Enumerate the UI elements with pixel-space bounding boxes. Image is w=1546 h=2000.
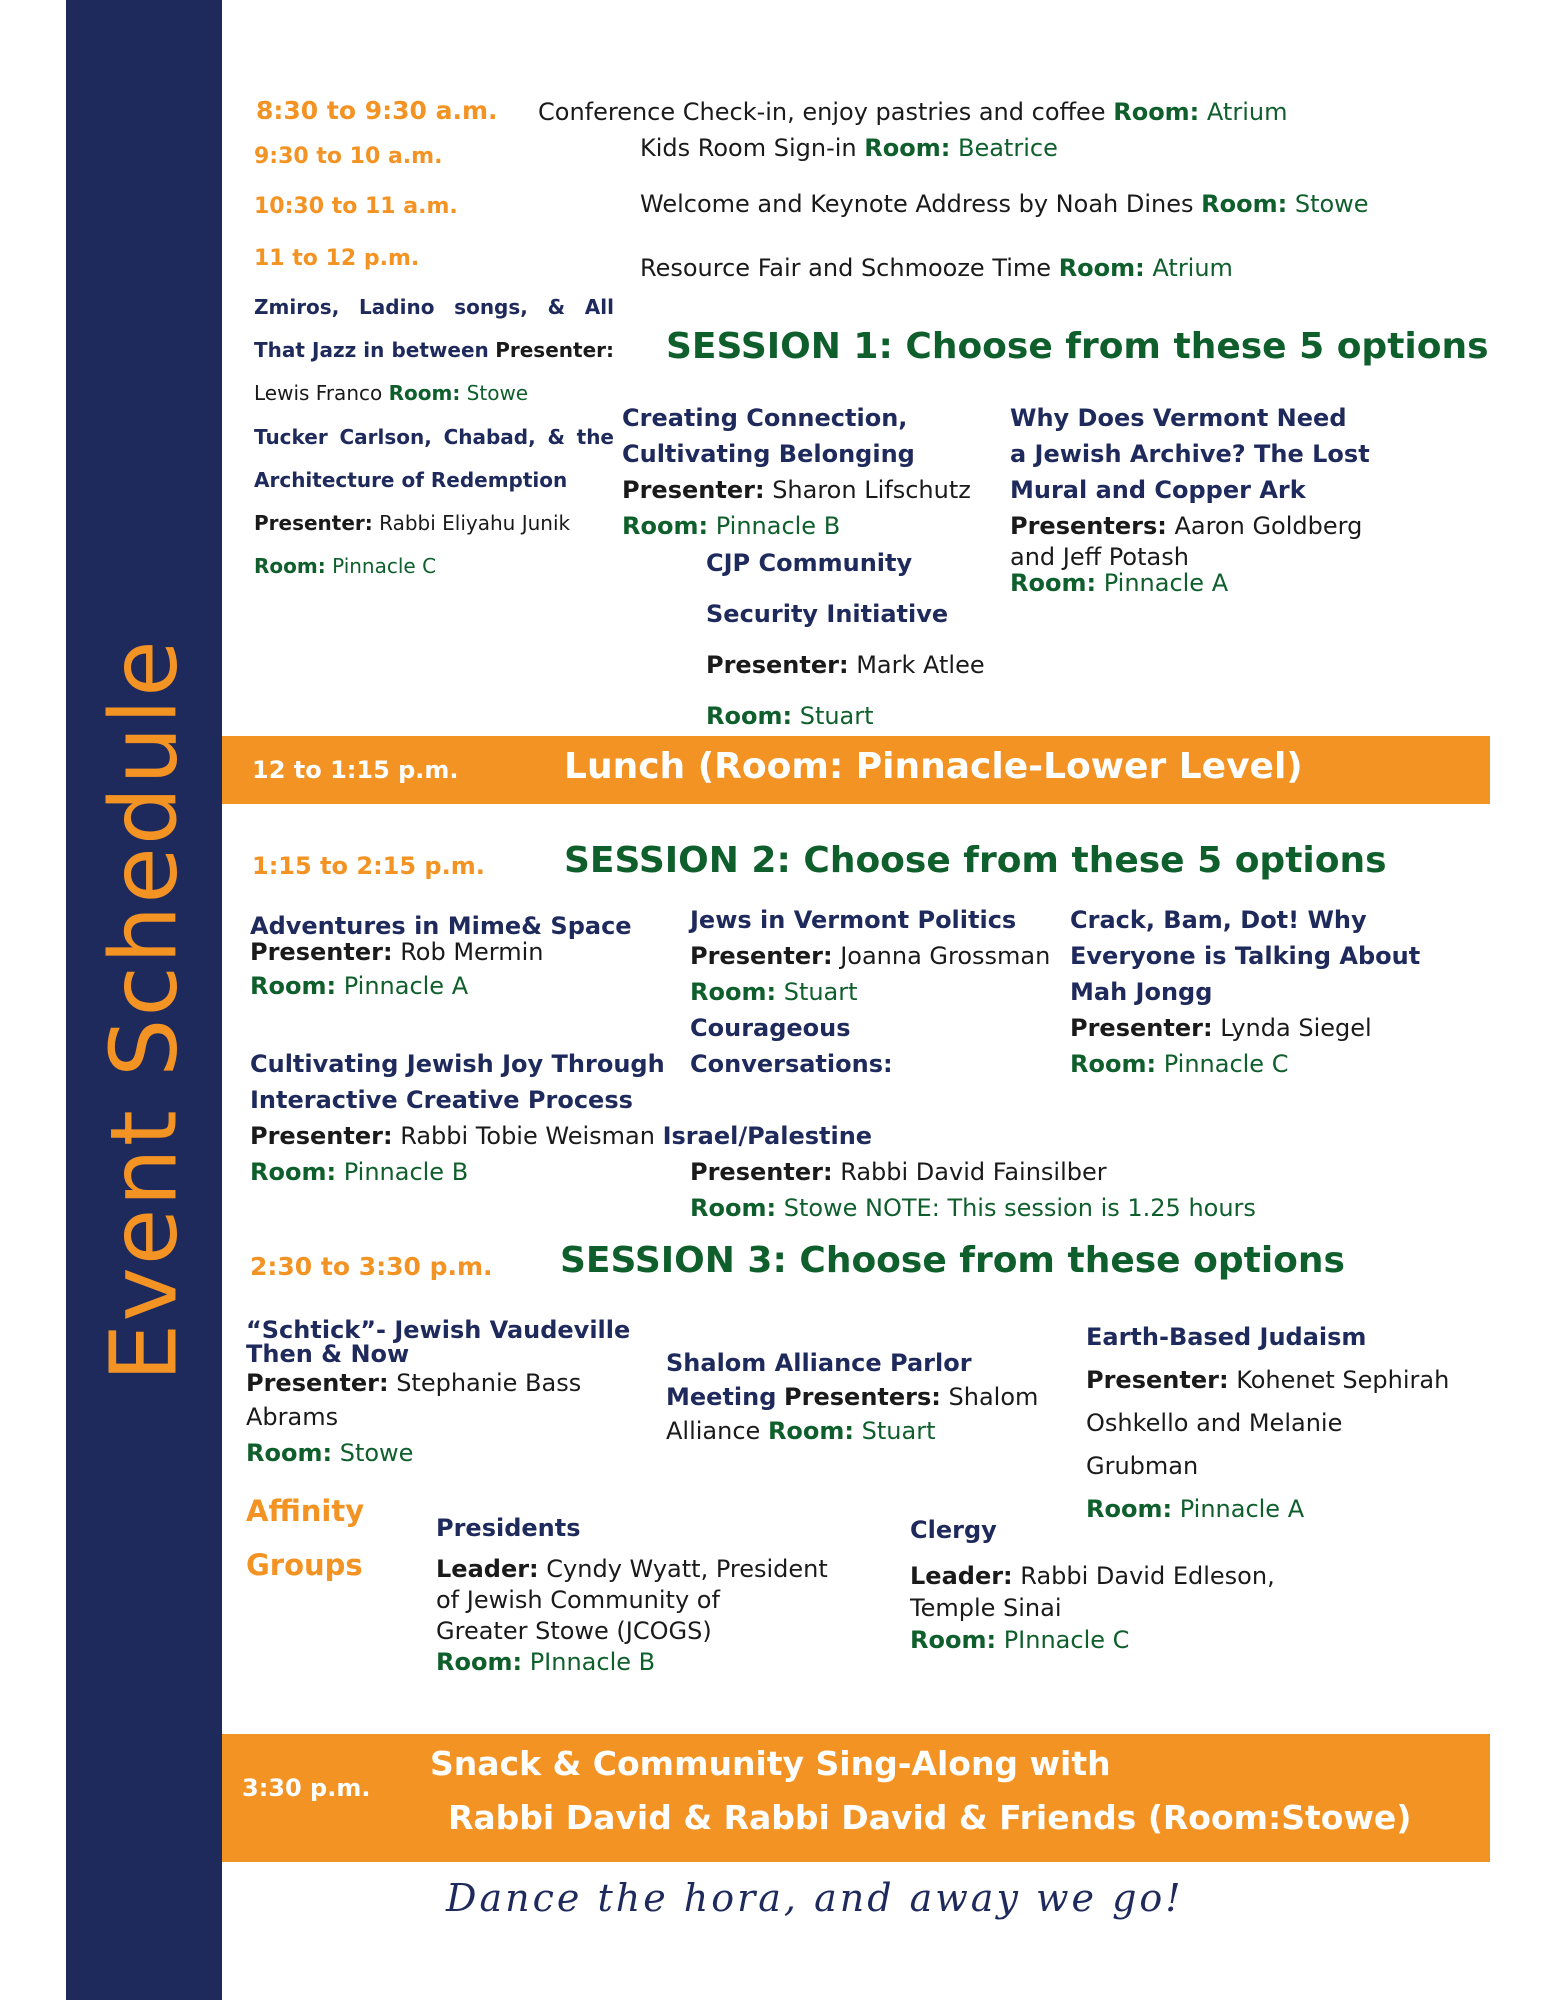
shalom-title-2: Meeting <box>666 1383 777 1411</box>
mahjongg-title-1: Crack, Bam, Dot! Why <box>1070 906 1367 934</box>
archive-title-3: Mural and Copper Ark <box>1010 476 1306 504</box>
cjp-title-1: CJP Community <box>706 549 913 577</box>
schtick-room: Stowe <box>339 1439 414 1467</box>
session2-heading: SESSION 2: Choose from these 5 options <box>564 840 1387 881</box>
archive-presenters-2: and Jeff Potash <box>1010 543 1189 571</box>
affinity-label <box>246 1484 364 1592</box>
room-label: Room: <box>767 1417 855 1445</box>
shalom-room: Stuart <box>861 1417 936 1445</box>
clergy-room: PInnacle C <box>1003 1626 1130 1654</box>
lunch-time: 12 to 1:15 p.m. <box>252 756 459 784</box>
earth-title: Earth-Based Judaism <box>1086 1323 1367 1351</box>
presenter-label: Presenter: <box>690 1158 833 1186</box>
presenter-label: Presenter: <box>246 1369 389 1397</box>
earth-block <box>1086 1316 1449 1531</box>
fair-time: 11 to 12 p.m. <box>254 246 420 271</box>
room-label: Room: <box>250 1158 337 1186</box>
checkin-room: Atrium <box>1206 98 1288 126</box>
room-label: Room: <box>1113 98 1200 126</box>
tucker-presenter: Rabbi Eliyahu Junik <box>379 511 571 535</box>
joy-room: Pinnacle B <box>343 1158 469 1186</box>
presidents-room: PInnacle B <box>529 1648 656 1676</box>
room-label: Room: <box>690 1194 777 1222</box>
earth-presenter-3: Grubman <box>1086 1452 1199 1480</box>
session3-heading: SESSION 3: Choose from these options <box>560 1240 1345 1281</box>
room-label: Room: <box>250 972 337 1000</box>
tucker-title: Tucker Carlson, Chabad, & the Architecture of Redemption <box>254 425 614 492</box>
shalom-title-1: Shalom Alliance Parlor <box>666 1349 972 1377</box>
kids-time: 9:30 to 10 a.m. <box>254 144 443 169</box>
presidents-leader-1: Cyndy Wyatt, President <box>546 1555 828 1583</box>
politics-room: Stuart <box>783 978 858 1006</box>
mime-block <box>250 912 632 1008</box>
session3-time: 2:30 to 3:30 p.m. <box>250 1252 493 1281</box>
checkin-text: Conference Check-in, enjoy pastries and coffee <box>538 98 1106 126</box>
lunch-text: Lunch (Room: Pinnacle-Lower Level) <box>564 746 1303 787</box>
presenters-label: Presenters: <box>1010 512 1167 540</box>
presenters-label: Presenters: <box>784 1383 941 1411</box>
snack-band <box>222 1734 1490 1862</box>
tucker-room: Pinnacle C <box>332 554 437 578</box>
presenter-label: Presenter: <box>495 338 614 362</box>
mahjongg-block <box>1070 902 1420 1082</box>
room-label: Room: <box>388 381 461 405</box>
room-label: Room: <box>690 978 777 1006</box>
schtick-block <box>246 1316 630 1474</box>
clergy-block <box>910 1512 1275 1656</box>
presenter-label: Presenter: <box>1070 1014 1213 1042</box>
zmiros-room: Stowe <box>466 381 529 405</box>
zmiros-title: Zmiros, Ladino songs, & All That Jazz in between <box>254 295 614 362</box>
kids-line <box>640 134 1058 162</box>
tagline: Dance the hora, and away we go! <box>446 1876 1184 1920</box>
presenter-label: Presenter: <box>622 476 765 504</box>
room-label: Room: <box>1070 1050 1157 1078</box>
snack-line-2: Rabbi David & Rabbi David & Friends (Room:Stowe) <box>448 1798 1412 1837</box>
fair-room: Atrium <box>1152 254 1233 282</box>
earth-presenter-2: Oshkello and Melanie <box>1086 1409 1343 1437</box>
mahjongg-title-2: Everyone is Talking About <box>1070 942 1421 970</box>
archive-title-2: a Jewish Archive? The Lost <box>1010 440 1370 468</box>
sidebar-title: Event Schedule <box>90 638 198 1382</box>
leader-label: Leader: <box>436 1555 539 1583</box>
joy-title-1: Cultivating Jewish Joy Through <box>250 1050 665 1078</box>
presenter-label: Presenter: <box>690 942 833 970</box>
presidents-leader-3: Greater Stowe (JCOGS) <box>436 1617 712 1645</box>
cjp-presenter: Mark Atlee <box>856 651 985 679</box>
joy-presenter: Rabbi Tobie Weisman <box>400 1122 655 1150</box>
archive-block <box>1010 400 1370 596</box>
welcome-room: Stowe <box>1294 190 1369 218</box>
clergy-title: Clergy <box>910 1516 997 1544</box>
room-label: Room: <box>436 1648 523 1676</box>
connection-title-1: Creating Connection, <box>622 404 908 432</box>
session1-heading: SESSION 1: Choose from these 5 options <box>666 326 1489 367</box>
schtick-title-1: “Schtick”- Jewish Vaudeville <box>246 1316 631 1344</box>
mahjongg-room: Pinnacle C <box>1163 1050 1289 1078</box>
schtick-presenter-1: Stephanie Bass <box>396 1369 582 1397</box>
courageous-title-1: Courageous <box>690 1014 851 1042</box>
mime-title: Adventures in Mime& Space <box>250 912 632 940</box>
fair-line <box>640 254 1233 282</box>
courageous-room: Stowe NOTE: This session is 1.25 hours <box>783 1194 1256 1222</box>
mime-room: Pinnacle A <box>343 972 469 1000</box>
politics-block <box>690 902 1050 1082</box>
cjp-block <box>706 538 985 742</box>
presenter-label: Presenter: <box>250 1122 393 1150</box>
affinity-label-1: Affinity <box>246 1494 365 1528</box>
presidents-block <box>436 1510 828 1678</box>
room-label: Room: <box>1010 569 1097 597</box>
mime-presenter: Rob Mermin <box>400 938 544 966</box>
shalom-presenters-2: Alliance <box>666 1417 761 1445</box>
connection-title-2: Cultivating Belonging <box>622 440 915 468</box>
checkin-line <box>538 98 1287 126</box>
politics-presenter: Joanna Grossman <box>840 942 1051 970</box>
connection-room: Pinnacle B <box>715 512 841 540</box>
welcome-line <box>640 190 1369 218</box>
room-label: Room: <box>1086 1495 1173 1523</box>
welcome-text: Welcome and Keynote Address by Noah Dines <box>640 190 1194 218</box>
tucker-block <box>254 416 614 588</box>
shalom-presenters-1: Shalom <box>948 1383 1039 1411</box>
kids-text: Kids Room Sign-in <box>640 134 857 162</box>
politics-title: Jews in Vermont Politics <box>690 906 1017 934</box>
room-label: Room: <box>706 702 793 730</box>
fair-text: Resource Fair and Schmooze Time <box>640 254 1052 282</box>
room-label: Room: <box>1058 254 1145 282</box>
courageous-presenter: Rabbi David Fainsilber <box>840 1158 1107 1186</box>
connection-block <box>622 400 971 544</box>
zmiros-block <box>254 286 614 415</box>
sidebar-title-wrap <box>66 0 222 2000</box>
earth-presenter-1: Kohenet Sephirah <box>1236 1366 1450 1394</box>
kids-room: Beatrice <box>957 134 1058 162</box>
courageous-block <box>690 1154 1256 1226</box>
room-label: Room: <box>864 134 951 162</box>
snack-time: 3:30 p.m. <box>242 1774 371 1802</box>
mahjongg-title-3: Mah Jongg <box>1070 978 1213 1006</box>
connection-presenter: Sharon Lifschutz <box>772 476 971 504</box>
clergy-leader-2: Temple Sinai <box>910 1594 1062 1622</box>
lunch-band <box>222 736 1490 804</box>
room-label: Room: <box>622 512 709 540</box>
archive-title-1: Why Does Vermont Need <box>1010 404 1347 432</box>
shalom-block <box>666 1346 1038 1448</box>
presenter-label: Presenter: <box>1086 1366 1229 1394</box>
presenter-label: Presenter: <box>706 651 849 679</box>
courageous-title-2: Conversations: <box>690 1050 893 1078</box>
leader-label: Leader: <box>910 1562 1013 1590</box>
session2-time: 1:15 to 2:15 p.m. <box>252 852 485 880</box>
room-label: Room: <box>910 1626 997 1654</box>
schtick-presenter-2: Abrams <box>246 1403 339 1431</box>
courageous-title-3: Israel/Palestine <box>662 1122 873 1150</box>
checkin-time: 8:30 to 9:30 a.m. <box>256 96 498 125</box>
presidents-title: Presidents <box>436 1514 581 1542</box>
joy-title-2: Interactive Creative Process <box>250 1086 633 1114</box>
clergy-leader-1: Rabbi David Edleson, <box>1020 1562 1275 1590</box>
cjp-room: Stuart <box>799 702 874 730</box>
cjp-title-2: Security Initiative <box>706 600 949 628</box>
room-label: Room: <box>1201 190 1288 218</box>
zmiros-presenter: Lewis Franco <box>254 381 383 405</box>
affinity-label-2: Groups <box>246 1548 363 1582</box>
snack-line-1: Snack & Community Sing-Along with <box>430 1744 1111 1783</box>
mahjongg-presenter: Lynda Siegel <box>1220 1014 1372 1042</box>
archive-presenters-1: Aaron Goldberg <box>1174 512 1363 540</box>
room-label: Room: <box>254 554 326 578</box>
schtick-title-2: Then & Now <box>246 1340 410 1368</box>
room-label: Room: <box>246 1439 333 1467</box>
presenter-label: Presenter: <box>254 511 373 535</box>
presenter-label: Presenter: <box>250 938 393 966</box>
archive-room: Pinnacle A <box>1103 569 1229 597</box>
earth-room: Pinnacle A <box>1179 1495 1305 1523</box>
welcome-time: 10:30 to 11 a.m. <box>254 194 458 219</box>
presidents-leader-2: of Jewish Community of <box>436 1586 720 1614</box>
